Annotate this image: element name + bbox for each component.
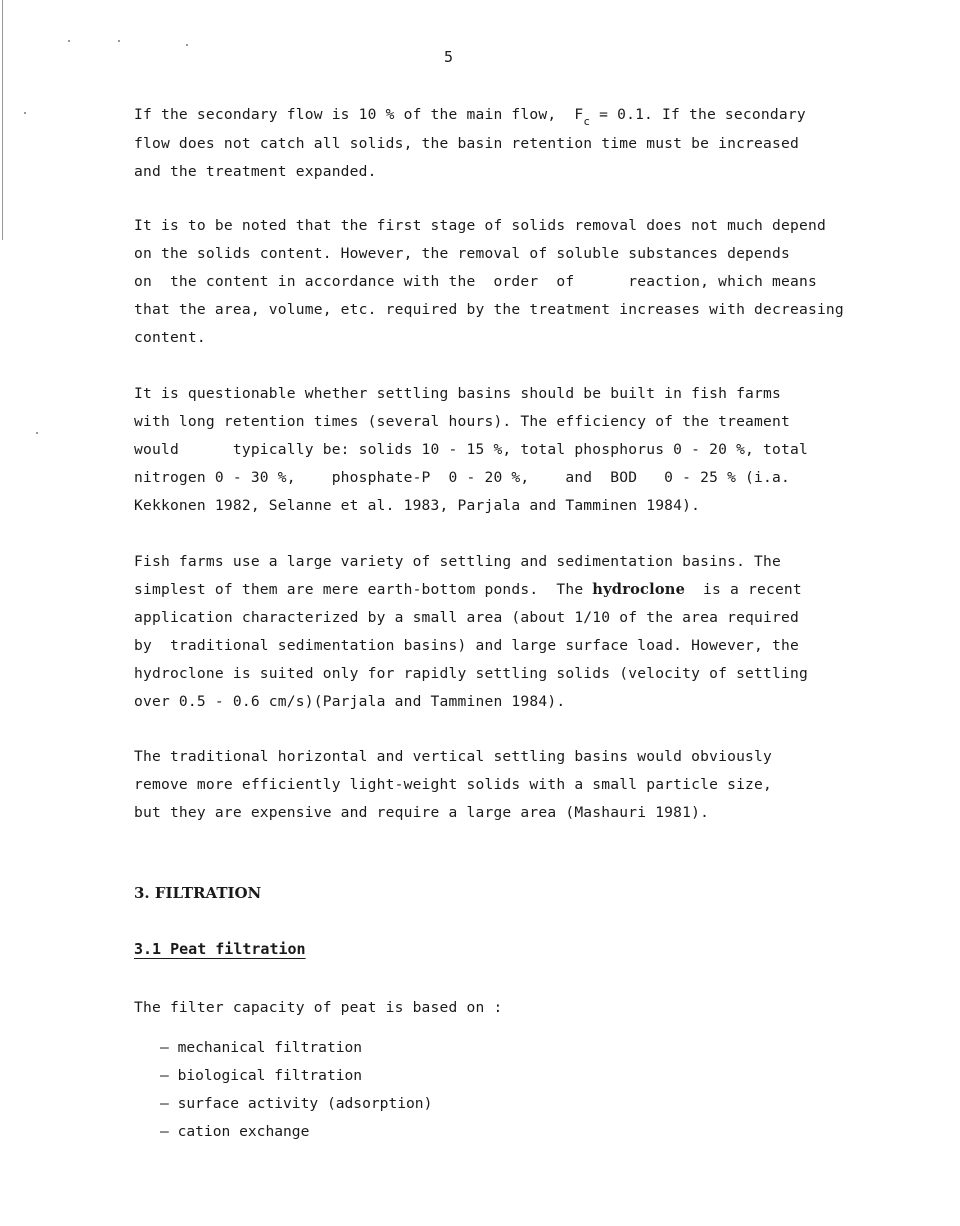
text-line: nitrogen 0 - 30 %, phosphate-P 0 - 20 %, and BOD 0 - 25 % (i.a. [134, 469, 790, 486]
text-line: with long retention times (several hours). The efficiency of the treament [134, 413, 790, 430]
scan-speck [186, 44, 188, 46]
text-segment: simplest of them are mere earth-bottom ponds. The [134, 581, 593, 598]
text-line: Kekkonen 1982, Selanne et al. 1983, Parjala and Tamminen 1984). [134, 497, 701, 514]
text-line: The traditional horizontal and vertical settling basins would obviously [134, 748, 773, 765]
text-line: and the treatment expanded. [134, 163, 377, 180]
text-line: would typically be: solids 10 - 15 %, total phosphorus 0 - 20 %, total [134, 441, 808, 458]
text-segment: is a recent [685, 581, 802, 598]
text-line: It is to be noted that the first stage of solids removal does not much depend [134, 217, 826, 234]
text-line: It is questionable whether settling basins should be built in fish farms [134, 385, 782, 402]
section-heading: 3. FILTRATION [134, 884, 262, 902]
text-line: remove more efficiently light-weight solids with a small particle size, [134, 776, 773, 793]
text-line: over 0.5 - 0.6 cm/s)(Parjala and Tamminen 1984). [134, 693, 566, 710]
scan-speck [118, 40, 120, 42]
text-line: flow does not catch all solids, the basin retention time must be increased [134, 135, 799, 152]
text-line: The filter capacity of peat is based on : [134, 999, 503, 1016]
text-line: on the solids content. However, the removal of soluble substances depends [134, 245, 790, 262]
text-line [134, 576, 894, 604]
text-line: hydroclone is suited only for rapidly settling solids (velocity of settling [134, 665, 808, 682]
text-line: but they are expensive and require a large area (Mashauri 1981). [134, 804, 710, 821]
text-line [134, 101, 894, 130]
filter-intro [134, 994, 894, 1022]
text-line: Fish farms use a large variety of settling and sedimentation basins. The [134, 553, 782, 570]
paragraph-5 [134, 743, 894, 827]
paragraph-4 [134, 548, 894, 716]
text-line: content. [134, 329, 206, 346]
list-item: – surface activity (adsorption) [160, 1090, 432, 1118]
subscript-c: c [583, 115, 591, 128]
scan-speck [36, 432, 38, 434]
subsection-heading: 3.1 Peat filtration [134, 940, 306, 958]
text-segment: = 0.1. If the secondary [590, 106, 806, 123]
page-number: 5 [444, 48, 454, 66]
text-segment: If the secondary flow is 10 % of the main flow, F [134, 106, 584, 123]
list-item: – cation exchange [160, 1118, 432, 1146]
filter-capacity-list [160, 1034, 432, 1146]
scan-speck [68, 40, 70, 42]
text-line: application characterized by a small area (about 1/10 of the area required [134, 609, 799, 626]
text-line: that the area, volume, etc. required by the treatment increases with decreasing [134, 301, 844, 318]
text-line: on the content in accordance with the order of reaction, which means [134, 273, 817, 290]
scan-speck [24, 112, 26, 114]
paragraph-3 [134, 380, 894, 520]
list-item: – biological filtration [160, 1062, 432, 1090]
paragraph-2 [134, 212, 894, 352]
text-line: by traditional sedimentation basins) and large surface load. However, the [134, 637, 799, 654]
scan-edge-line [2, 0, 3, 240]
paragraph-1 [134, 101, 894, 186]
bold-term-hydroclone: hydroclone [592, 581, 686, 598]
list-item: – mechanical filtration [160, 1034, 432, 1062]
